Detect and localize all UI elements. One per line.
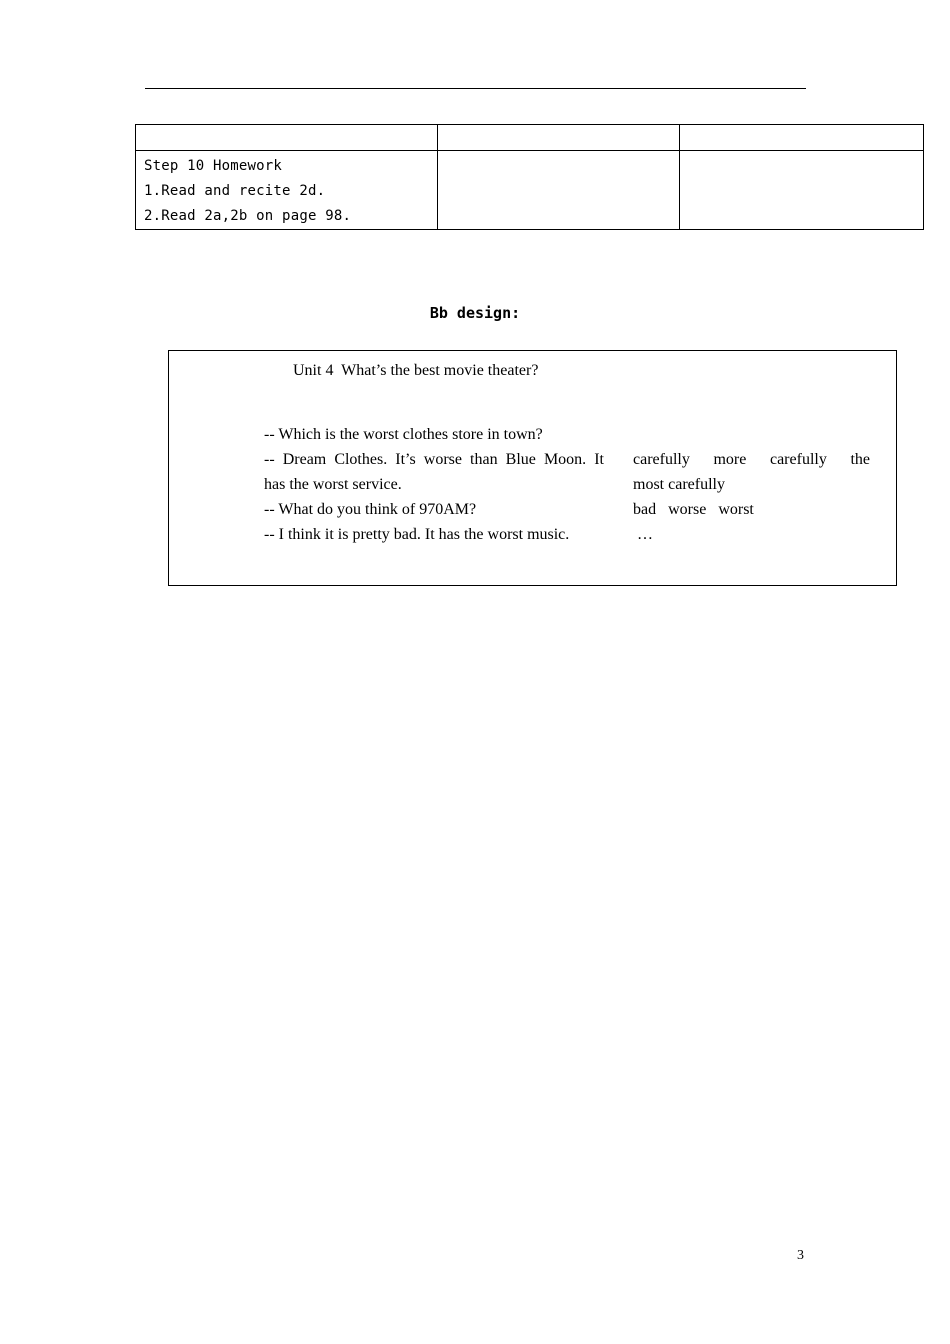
comparative-line: carefully more carefully the (633, 451, 870, 468)
dialogue-line: -- I think it is pretty bad. It has the worst music. (264, 526, 570, 543)
table-row (136, 125, 924, 151)
comparative-ellipsis: … (637, 526, 653, 543)
comparative-line: most carefully (633, 476, 725, 493)
bb-design-heading: Bb design: (429, 304, 521, 322)
page-number: 3 (797, 1248, 804, 1263)
table-row (136, 151, 924, 230)
bb-design-comparatives (633, 447, 870, 547)
dialogue-line: -- Dream Clothes. It’s worse than Blue Moon. It (264, 451, 604, 468)
table-cell (438, 125, 680, 151)
homework-step-title: Step 10 Homework (144, 158, 283, 174)
bb-design-box (168, 350, 897, 586)
dialogue-line: has the worst service. (264, 476, 402, 493)
header-rule (145, 88, 806, 89)
table-cell-homework (136, 151, 438, 230)
bb-design-dialogue (264, 422, 604, 547)
bb-design-title: Unit 4 What’s the best movie theater? (293, 362, 539, 379)
table-cell (438, 151, 680, 230)
dialogue-line: -- What do you think of 970AM? (264, 501, 477, 518)
table-cell (680, 151, 924, 230)
homework-item: 2.Read 2a,2b on page 98. (144, 208, 352, 224)
lesson-plan-table (135, 124, 924, 230)
dialogue-line: -- Which is the worst clothes store in town? (264, 426, 543, 443)
table-cell (680, 125, 924, 151)
table-cell (136, 125, 438, 151)
homework-item: 1.Read and recite 2d. (144, 183, 326, 199)
comparative-line: bad worse worst (633, 501, 754, 518)
